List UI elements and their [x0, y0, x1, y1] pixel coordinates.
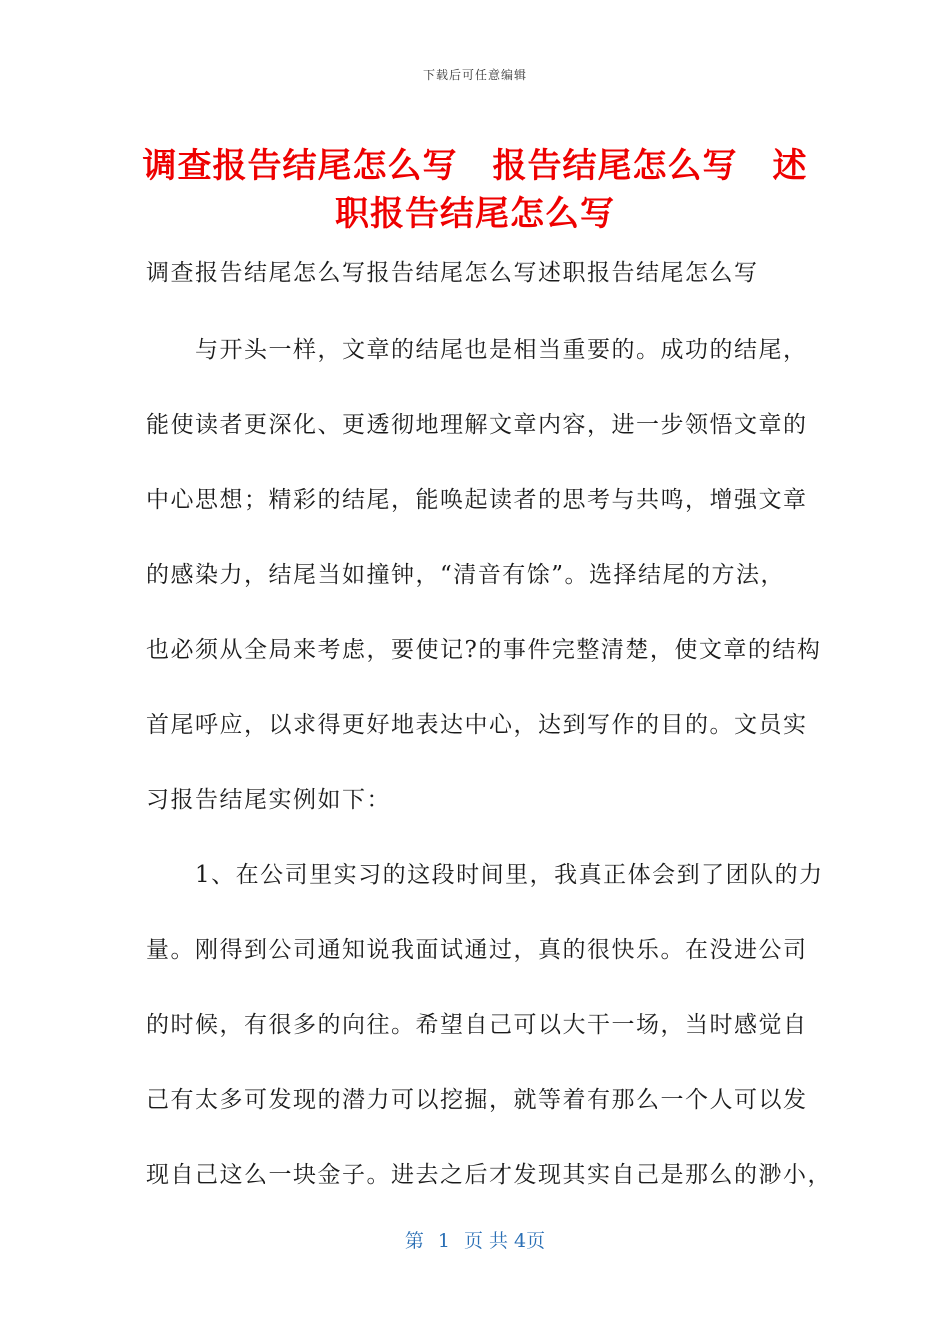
current-page-number: 1 [437, 1230, 450, 1252]
body-line: 习报告结尾实例如下： [146, 787, 391, 813]
body-line: 1、在公司里实习的这段时间里，我真正体会到了团队的力 [146, 862, 824, 888]
body-line: 量。刚得到公司通知说我面试通过，真的很快乐。在没进公司 [146, 937, 808, 963]
body-line: 能使读者更深化、更透彻地理解文章内容，进一步领悟文章的 [146, 412, 808, 438]
total-page-count: 4 [514, 1230, 527, 1252]
body-line: 己有太多可发现的潜力可以挖掘，就等着有那么一个人可以发 [146, 1087, 808, 1113]
document-title [140, 142, 810, 238]
footer-prefix: 第 [404, 1230, 424, 1252]
page-number-footer [0, 1226, 950, 1253]
body-line: 与开头一样，文章的结尾也是相当重要的。成功的结尾， [146, 337, 808, 363]
body-line: 现自己这么一块金子。进去之后才发现其实自己是那么的渺小， [146, 1162, 832, 1188]
body-line: 首尾呼应，以求得更好地表达中心，达到写作的目的。文员实 [146, 712, 808, 738]
body-line: 也必须从全局来考虑，要使记?的事件完整清楚，使文章的结构 [146, 637, 822, 663]
title-line-1: 调查报告结尾怎么写 报告结尾怎么写 述 [142, 146, 808, 186]
body-line: 的感染力，结尾当如撞钟，“清音有馀”。选择结尾的方法， [146, 562, 786, 588]
subtitle-line: 调查报告结尾怎么写报告结尾怎么写述职报告结尾怎么写 [146, 260, 759, 286]
footer-suffix: 页 [526, 1230, 546, 1252]
header-note: 下载后可任意编辑 [422, 68, 527, 82]
body-line: 中心思想；精彩的结尾，能唤起读者的思考与共鸣，增强文章 [146, 487, 808, 513]
body-line: 的时候，有很多的向往。希望自己可以大干一场，当时感觉自 [146, 1012, 808, 1038]
title-line-2: 职报告结尾怎么写 [335, 194, 615, 234]
footer-mid: 页 共 [463, 1230, 509, 1252]
